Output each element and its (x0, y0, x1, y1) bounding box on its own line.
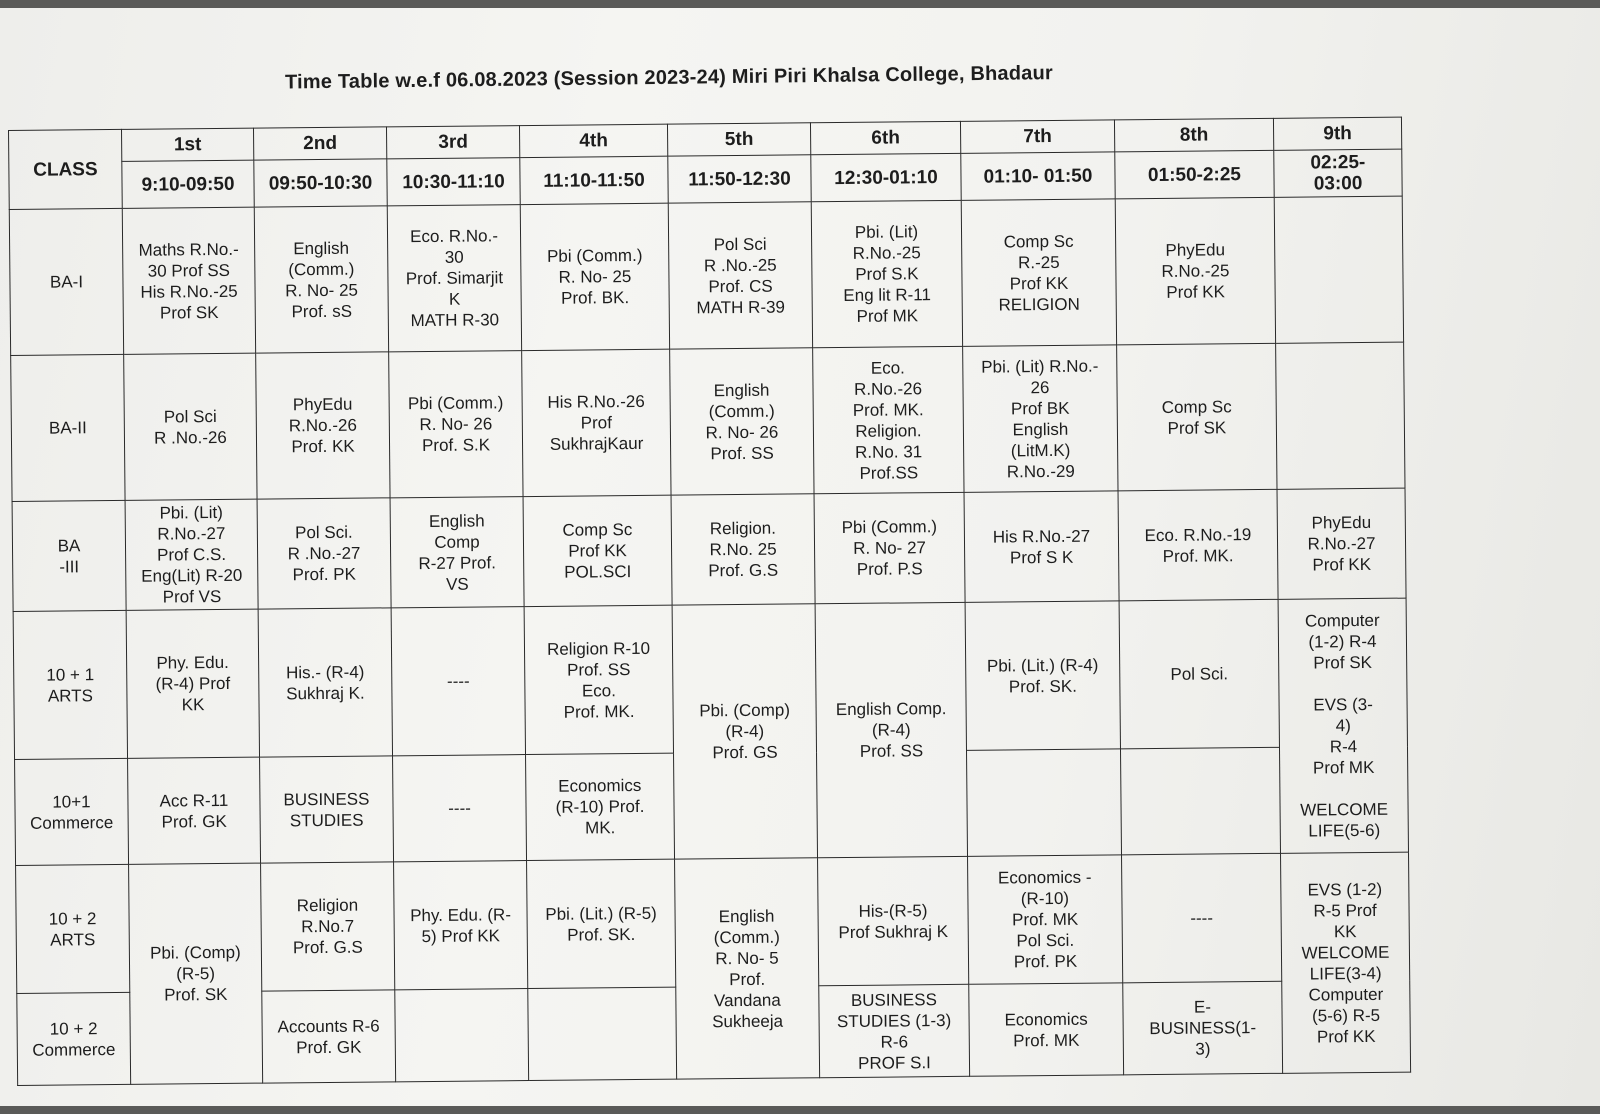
com11-period-8 (1120, 747, 1280, 855)
class12-period-9: EVS (1-2) R-5 Prof KK WELCOME LIFE(3-4) Computer (5-6) R-5 Prof KK (1281, 852, 1411, 1073)
arts11-period-4: Religion R-10 Prof. SS Eco. Prof. MK. (524, 605, 673, 754)
ba1-period-2: English (Comm.) R. No- 25 Prof. sS (254, 206, 388, 353)
row-arts12 (16, 852, 1410, 993)
period-9-header: 9th (1273, 117, 1401, 150)
period-7-time: 01:10- 01:50 (961, 152, 1115, 200)
ba3-period-9: PhyEdu R.No.-27 Prof KK (1277, 488, 1406, 599)
period-7-header: 7th (960, 120, 1114, 153)
class-com12: 10 + 2 Commerce (17, 992, 131, 1085)
class11-period-5: Pbi. (Comp) (R-4) Prof. GS (672, 604, 817, 859)
ba2-period-8: Comp Sc Prof SK (1117, 343, 1277, 491)
ba1-period-1: Maths R.No.- 30 Prof SS His R.No.-25 Prof SK (122, 207, 255, 354)
class-ba3: BA -III (12, 500, 126, 611)
ba3-period-1: Pbi. (Lit) R.No.-27 Prof C.S. Eng(Lit) R-20 Prof VS (125, 499, 258, 610)
ba2-period-3: Pbi (Comm.) R. No- 26 Prof. S.K (389, 351, 523, 498)
period-4-header: 4th (519, 124, 667, 157)
ba1-period-9 (1274, 196, 1403, 343)
ba3-period-3: English Comp R-27 Prof. VS (390, 497, 524, 608)
com11-period-3: ---- (393, 755, 527, 862)
page-title: Time Table w.e.f 06.08.2023 (Session 2023-24) Miri Piri Khalsa College, Bhadaur (284, 62, 1054, 94)
row-arts11 (13, 598, 1407, 759)
ba1-period-7: Comp Sc R.-25 Prof KK RELIGION (961, 199, 1116, 346)
ba2-period-5: English (Comm.) R. No- 26 Prof. SS (670, 348, 814, 495)
arts11-period-7: Pbi. (Lit.) (R-4) Prof. SK. (965, 601, 1120, 750)
com11-period-7 (966, 749, 1121, 856)
ba2-period-4: His R.No.-26 Prof SukhrajKaur (522, 349, 671, 496)
com12-period-2: Accounts R-6 Prof. GK (262, 990, 396, 1083)
class11-period-6: English Comp. (R-4) Prof. SS (815, 602, 967, 857)
arts11-period-3: ---- (391, 607, 525, 756)
arts12-period-3: Phy. Edu. (R- 5) Prof KK (394, 861, 528, 990)
ba3-period-6: Pbi (Comm.) R. No- 27 Prof. P.S (814, 492, 965, 603)
ba1-period-8: PhyEdu R.No.-25 Prof KK (1115, 197, 1275, 345)
period-2-time: 09:50-10:30 (254, 159, 387, 207)
arts12-period-8: ---- (1122, 853, 1282, 983)
arts11-period-2: His.- (R-4) Sukhraj K. (258, 608, 392, 757)
period-1-header: 1st (121, 128, 253, 161)
com12-period-4 (528, 987, 677, 1080)
class-arts11: 10 + 1 ARTS (13, 610, 127, 759)
arts11-period-8: Pol Sci. (1119, 599, 1279, 749)
period-5-header: 5th (667, 123, 810, 156)
period-6-header: 6th (810, 121, 960, 154)
period-8-time: 01:50-2:25 (1115, 150, 1274, 199)
period-3-time: 10:30-11:10 (387, 158, 520, 206)
arts12-period-6: His-(R-5) Prof Sukhraj K (818, 856, 969, 985)
ba3-period-5: Religion. R.No. 25 Prof. G.S (671, 494, 815, 605)
ba2-period-9 (1276, 342, 1405, 489)
class-ba1: BA-I (9, 208, 123, 355)
period-1-time: 9:10-09:50 (122, 160, 254, 208)
row-ba2 (11, 342, 1405, 501)
ba3-period-8: Eco. R.No.-19 Prof. MK. (1118, 489, 1278, 601)
ba1-period-3: Eco. R.No.- 30 Prof. Simarjit K MATH R-30 (387, 205, 521, 352)
class-header: CLASS (9, 129, 123, 209)
timetable (8, 117, 1411, 1086)
period-6-time: 12:30-01:10 (811, 153, 961, 201)
ba1-period-5: Pol Sci R .No.-25 Prof. CS MATH R-39 (668, 202, 812, 349)
ba1-period-4: Pbi (Comm.) R. No- 25 Prof. BK. (520, 203, 669, 350)
class-com11: 10+1 Commerce (15, 758, 129, 865)
arts12-period-4: Pbi. (Lit.) (R-5) Prof. SK. (527, 859, 676, 988)
period-8-header: 8th (1114, 118, 1273, 152)
arts12-period-7: Economics - (R-10) Prof. MK Pol Sci. Prof. PK (968, 855, 1123, 984)
class12-period-5: English (Comm.) R. No- 5 Prof. Vandana Sukheeja (675, 858, 820, 1079)
com12-period-8: E- BUSINESS(1- 3) (1123, 981, 1283, 1075)
com12-period-7: Economics Prof. MK (969, 983, 1124, 1076)
row-ba3 (12, 488, 1406, 611)
paper-sheet (0, 8, 1600, 1106)
class12-period-1: Pbi. (Comp) (R-5) Prof. SK (129, 863, 263, 1084)
com11-period-2: BUSINESS STUDIES (260, 756, 394, 863)
ba2-period-6: Eco. R.No.-26 Prof. MK. Religion. R.No. 31 Prof.SS (813, 346, 964, 493)
ba2-period-2: PhyEdu R.No.-26 Prof. KK (256, 352, 390, 499)
ba3-period-7: His R.No.-27 Prof S K (964, 491, 1119, 602)
ba1-period-6: Pbi. (Lit) R.No.-25 Prof S.K Eng lit R-11 Prof MK (811, 200, 962, 347)
period-5-time: 11:50-12:30 (668, 155, 811, 203)
arts12-period-2: Religion R.No.7 Prof. G.S (261, 862, 395, 991)
period-2-header: 2nd (253, 127, 386, 160)
ba2-period-7: Pbi. (Lit) R.No.- 26 Prof BK English (LitM.K) R.No.-29 (963, 345, 1118, 492)
com11-period-4: Economics (R-10) Prof. MK. (526, 753, 675, 860)
ba3-period-4: Comp Sc Prof KK POL.SCI (523, 495, 672, 606)
period-9-time: 02:25- 03:00 (1274, 149, 1402, 197)
ba3-period-2: Pol Sci. R .No.-27 Prof. PK (257, 498, 391, 609)
period-3-header: 3rd (386, 126, 519, 159)
arts11-period-1: Phy. Edu. (R-4) Prof KK (126, 609, 259, 758)
com11-period-1: Acc R-11 Prof. GK (128, 757, 261, 864)
ba2-period-1: Pol Sci R .No.-26 (124, 353, 257, 500)
class11-period-9: Computer (1-2) R-4 Prof SK EVS (3- 4) R-4 Prof MK WELCOME LIFE(5-6) (1278, 598, 1408, 853)
row-ba1 (9, 196, 1403, 355)
class-ba2: BA-II (11, 354, 125, 501)
period-4-time: 11:10-11:50 (520, 156, 668, 204)
com12-period-6: BUSINESS STUDIES (1-3) R-6 PROF S.I (819, 984, 970, 1077)
com12-period-3 (395, 989, 529, 1082)
class-arts12: 10 + 2 ARTS (16, 864, 130, 993)
